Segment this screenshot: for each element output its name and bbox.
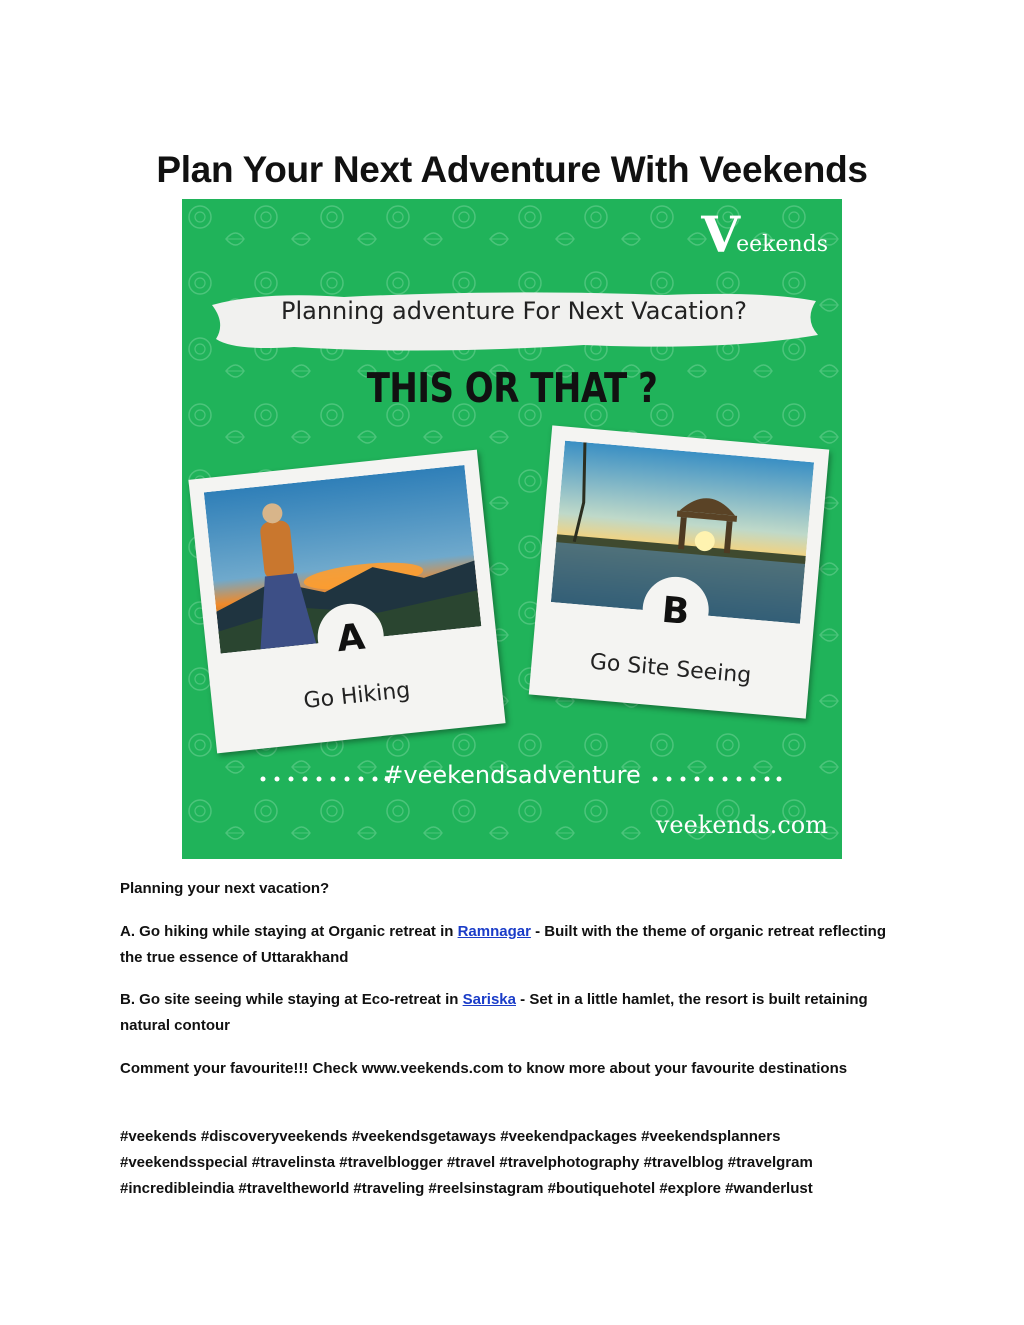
option-a-paragraph: A. Go hiking while staying at Organic retreat in Ramnagar - Built with the theme of organic retreat reflecting the true essence of Uttarakhand <box>120 923 886 966</box>
sariska-link[interactable]: Sariska <box>462 991 516 1008</box>
banner-headline: Planning adventure For Next Vacation? <box>280 297 748 325</box>
banner-question: THIS OR THAT ? <box>366 365 658 413</box>
banner-site-url: veekends.com <box>655 811 828 839</box>
ramnagar-link[interactable]: Ramnagar <box>457 923 531 940</box>
dotted-divider-right <box>652 776 782 782</box>
option-b-badge: B <box>640 574 712 646</box>
page-title: Plan Your Next Adventure With Veekends <box>156 148 868 190</box>
intro-paragraph: Planning your next vacation? <box>120 880 330 897</box>
option-a-badge: A <box>314 601 387 674</box>
option-b-paragraph: B. Go site seeing while staying at Eco-retreat in Sariska - Set in a little hamlet, the resort is built retaining natural contour <box>120 991 868 1034</box>
promo-banner-image <box>182 199 842 859</box>
polaroid-option-a <box>188 450 505 754</box>
veekends-logo: V eekends <box>701 205 828 264</box>
option-a-caption: Go Hiking <box>302 677 412 715</box>
polaroid-option-b <box>529 425 829 718</box>
cta-paragraph: Comment your favourite!!! Check www.veekends.com to know more about your favourite destinations <box>120 1060 848 1077</box>
hashtags-paragraph: #veekends #discoveryveekends #veekendsgetaways #veekendpackages #veekendsplanners #veekendsspecial #travelinsta #travelblogger #travel #travelphotography #travelblog #travelgram #incredibleindia #traveltheworld #traveling #reelsinstagram #boutiquehotel #explore #wanderlust <box>120 1128 813 1197</box>
banner-hashtag: #veekendsadventure <box>383 761 641 789</box>
option-b-caption: Go Site Seeing <box>588 649 753 689</box>
